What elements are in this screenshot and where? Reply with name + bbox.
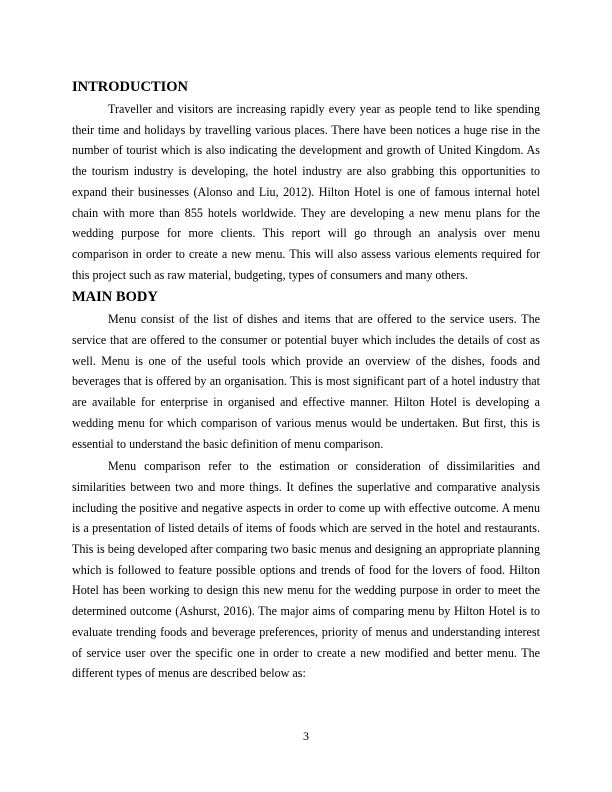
page-content (72, 78, 540, 684)
introduction-paragraph: Traveller and visitors are increasing rapidly every year as people tend to like spending their time and holidays by travelling various places. There have been notices a huge rise in the number of tourist which is also indicating the development and growth of United Kingdom. As the tourism industry is developing, the hotel industry are also grabbing this opportunities to expand their businesses (Alonso and Liu, 2012). Hilton Hotel is one of famous internal hotel chain with more than 855 hotels worldwide. They are developing a new menu plans for the wedding purpose for more clients. This report will go through an analysis over menu comparison in order to create a new menu. This will also assess various elements required for this project such as raw material, budgeting, types of consumers and many others. (72, 102, 540, 282)
main-body-paragraph-2: Menu comparison refer to the estimation or consideration of dissimilarities and similarities between two and more things. It defines the superlative and comparative analysis including the positive and negative aspects in order to come up with effective outcome. A menu is a presentation of listed details of items of foods which are served in the hotel and restaurants. This is being developed after comparing two basic menus and designing an appropriate planning which is followed to feature possible options and trends of food for the lovers of food. Hilton Hotel has been working to design this new menu for the wedding purpose in order to meet the determined outcome (Ashurst, 2016). The major aims of comparing menu by Hilton Hotel is to evaluate trending foods and beverage preferences, priority of menus and understanding interest of service user over the specific one in order to create a new modified and better menu. The different types of menus are described below as: (72, 459, 540, 681)
main-body-paragraph-1: Menu consist of the list of dishes and items that are offered to the service users. The service that are offered to the consumer or potential buyer which includes the details of cost as well. Menu is one of the useful tools which provide an overview of the dishes, foods and beverages that is offered by an organisation. This is most significant part of a hotel industry that are available for enterprise in organised and effective manner. Hilton Hotel is developing a wedding menu for which comparison of various menus would be undertaken. But first, this is essential to understand the basic definition of menu comparison. (72, 312, 540, 451)
main-body-heading: MAIN BODY (72, 289, 158, 306)
introduction-heading: INTRODUCTION (72, 79, 189, 95)
page-number: 3 (303, 729, 309, 743)
